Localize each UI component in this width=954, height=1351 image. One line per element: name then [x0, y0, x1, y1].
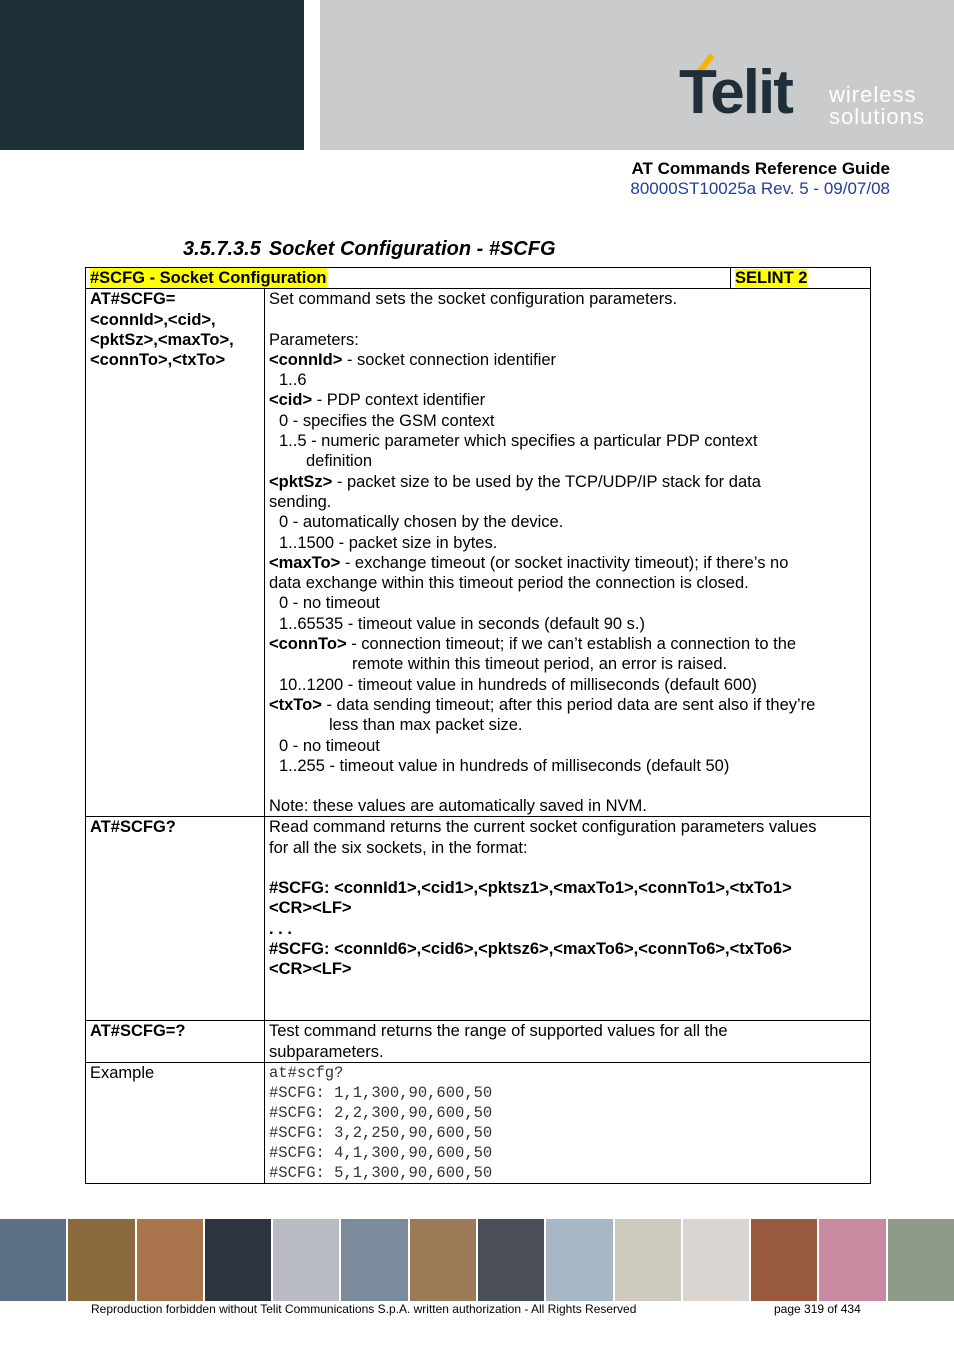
page-number: page 319 of 434 — [774, 1302, 861, 1316]
param-desc-cont: data exchange within this timeout period the connection is closed. — [269, 574, 749, 593]
example-line: #SCFG: 2,2,300,90,600,50 — [269, 1104, 493, 1123]
set-command-line: <connId>,<cid>, — [90, 310, 216, 329]
selint-cell — [730, 268, 870, 288]
set-command-line: <pktSz>,<maxTo>, — [90, 330, 234, 349]
param-value: 0 - automatically chosen by the device. — [279, 513, 564, 532]
guide-title: AT Commands Reference Guide — [631, 159, 890, 178]
table-header-title: #SCFG - Socket Configuration — [90, 269, 327, 287]
photo-tile — [615, 1219, 681, 1301]
example-line: #SCFG: 1,1,300,90,600,50 — [269, 1084, 493, 1103]
table-header-row — [86, 268, 871, 289]
photo-tile — [273, 1219, 339, 1301]
param-desc: - exchange timeout (or socket inactivity timeout); if there’s no — [340, 553, 789, 572]
example-line: at#scfg? — [269, 1064, 344, 1083]
read-description: for all the six sockets, in the format: — [269, 838, 528, 857]
param-value: 1..6 — [279, 371, 307, 390]
test-description-cell — [265, 1021, 871, 1063]
param-desc-cont: remote within this timeout period, an error is raised. — [352, 655, 728, 674]
section-number: 3.5.7.3.5 — [183, 238, 261, 260]
read-format: #SCFG: <connId6>,<cid6>,<pktsz6>,<maxTo6>,<connTo6>,<txTo6> — [269, 939, 792, 958]
param-desc-cont: less than max packet size. — [329, 716, 523, 735]
param-value: 0 - no timeout — [279, 594, 380, 613]
param-value: 0 - no timeout — [279, 736, 380, 755]
set-description-cell — [265, 289, 871, 817]
header-dark-band — [0, 0, 304, 150]
table-row — [86, 817, 871, 1021]
test-command: AT#SCFG=? — [90, 1022, 186, 1041]
param-name: <pktSz> — [269, 472, 333, 491]
logo-tagline-line2: solutions — [829, 104, 925, 129]
param-value: 1..5 - numeric parameter which specifies a particular PDP context — [279, 432, 758, 451]
read-format: <CR><LF> — [269, 960, 352, 979]
command-table — [85, 267, 871, 1184]
photo-tile — [888, 1219, 954, 1301]
example-label-cell — [86, 1063, 265, 1184]
photo-tile — [205, 1219, 271, 1301]
photo-tile — [341, 1219, 407, 1301]
photo-tile — [819, 1219, 885, 1301]
photo-tile — [751, 1219, 817, 1301]
param-value: 0 - specifies the GSM context — [279, 411, 495, 430]
param-name: <connId> — [269, 350, 343, 369]
section-heading — [183, 238, 556, 261]
param-value: 1..65535 - timeout value in seconds (default 90 s.) — [279, 614, 645, 633]
param-desc: - packet size to be used by the TCP/UDP/IP stack for data — [332, 472, 761, 491]
param-name: <cid> — [269, 391, 313, 410]
example-line: #SCFG: 3,2,250,90,600,50 — [269, 1124, 493, 1143]
test-description: subparameters. — [269, 1042, 384, 1061]
param-desc: - data sending timeout; after this period data are sent also if they’re — [321, 695, 816, 714]
telit-logo: Telit — [679, 58, 792, 127]
set-description: Set command sets the socket configuration parameters. — [269, 290, 678, 309]
parameters-label: Parameters: — [269, 330, 359, 349]
logo-tagline-line1: wireless — [829, 82, 917, 107]
param-desc: - PDP context identifier — [312, 391, 486, 410]
section-title: Socket Configuration - #SCFG — [268, 238, 556, 260]
footer-copyright: Reproduction forbidden without Telit Communications S.p.A. written authorization - All Rights Reserved — [91, 1302, 637, 1316]
param-name: <txTo> — [269, 695, 322, 714]
param-desc: - socket connection identifier — [342, 350, 557, 369]
set-command-line: AT#SCFG= — [90, 290, 176, 309]
param-name: <connTo> — [269, 635, 347, 654]
read-description-cell — [265, 817, 871, 1021]
param-desc: - connection timeout; if we can’t establish a connection to the — [346, 635, 797, 654]
read-command: AT#SCFG? — [90, 818, 176, 837]
table-row — [86, 1063, 871, 1184]
table-row — [86, 1021, 871, 1063]
param-desc-cont: sending. — [269, 492, 332, 511]
read-format-ellipsis: . . . — [269, 919, 292, 938]
photo-tile — [478, 1219, 544, 1301]
param-value: 10..1200 - timeout value in hundreds of milliseconds (default 600) — [279, 675, 757, 694]
read-format: #SCFG: <connId1>,<cid1>,<pktsz1>,<maxTo1>,<connTo1>,<txTo1> — [269, 879, 792, 898]
example-code-cell — [265, 1063, 871, 1184]
param-value-cont: definition — [306, 452, 373, 471]
example-line: #SCFG: 4,1,300,90,600,50 — [269, 1144, 493, 1163]
test-description: Test command returns the range of supported values for all the — [269, 1022, 728, 1041]
photo-tile — [410, 1219, 476, 1301]
table-header-cell — [86, 268, 871, 289]
example-label: Example — [90, 1064, 155, 1083]
set-command-cell — [86, 289, 265, 817]
set-command-line: <connTo>,<txTo> — [90, 351, 226, 370]
read-description: Read command returns the current socket configuration parameters values — [269, 818, 817, 837]
guide-revision: 80000ST10025a Rev. 5 - 09/07/08 — [630, 179, 890, 198]
photo-tile — [546, 1219, 612, 1301]
photo-tile — [68, 1219, 134, 1301]
table-row — [86, 289, 871, 817]
param-value: 1..1500 - packet size in bytes. — [279, 533, 498, 552]
photo-tile — [137, 1219, 203, 1301]
test-command-cell — [86, 1021, 265, 1063]
param-value: 1..255 - timeout value in hundreds of milliseconds (default 50) — [279, 756, 730, 775]
selint-label: SELINT 2 — [735, 269, 808, 287]
photo-tile — [0, 1219, 66, 1301]
read-format: <CR><LF> — [269, 899, 352, 918]
example-line: #SCFG: 5,1,300,90,600,50 — [269, 1164, 493, 1183]
set-note: Note: these values are automatically saved in NVM. — [269, 797, 647, 816]
read-command-cell — [86, 817, 265, 1021]
param-name: <maxTo> — [269, 553, 341, 572]
footer-photo-strip — [0, 1219, 954, 1301]
photo-tile — [683, 1219, 749, 1301]
logo-tagline — [829, 84, 925, 128]
